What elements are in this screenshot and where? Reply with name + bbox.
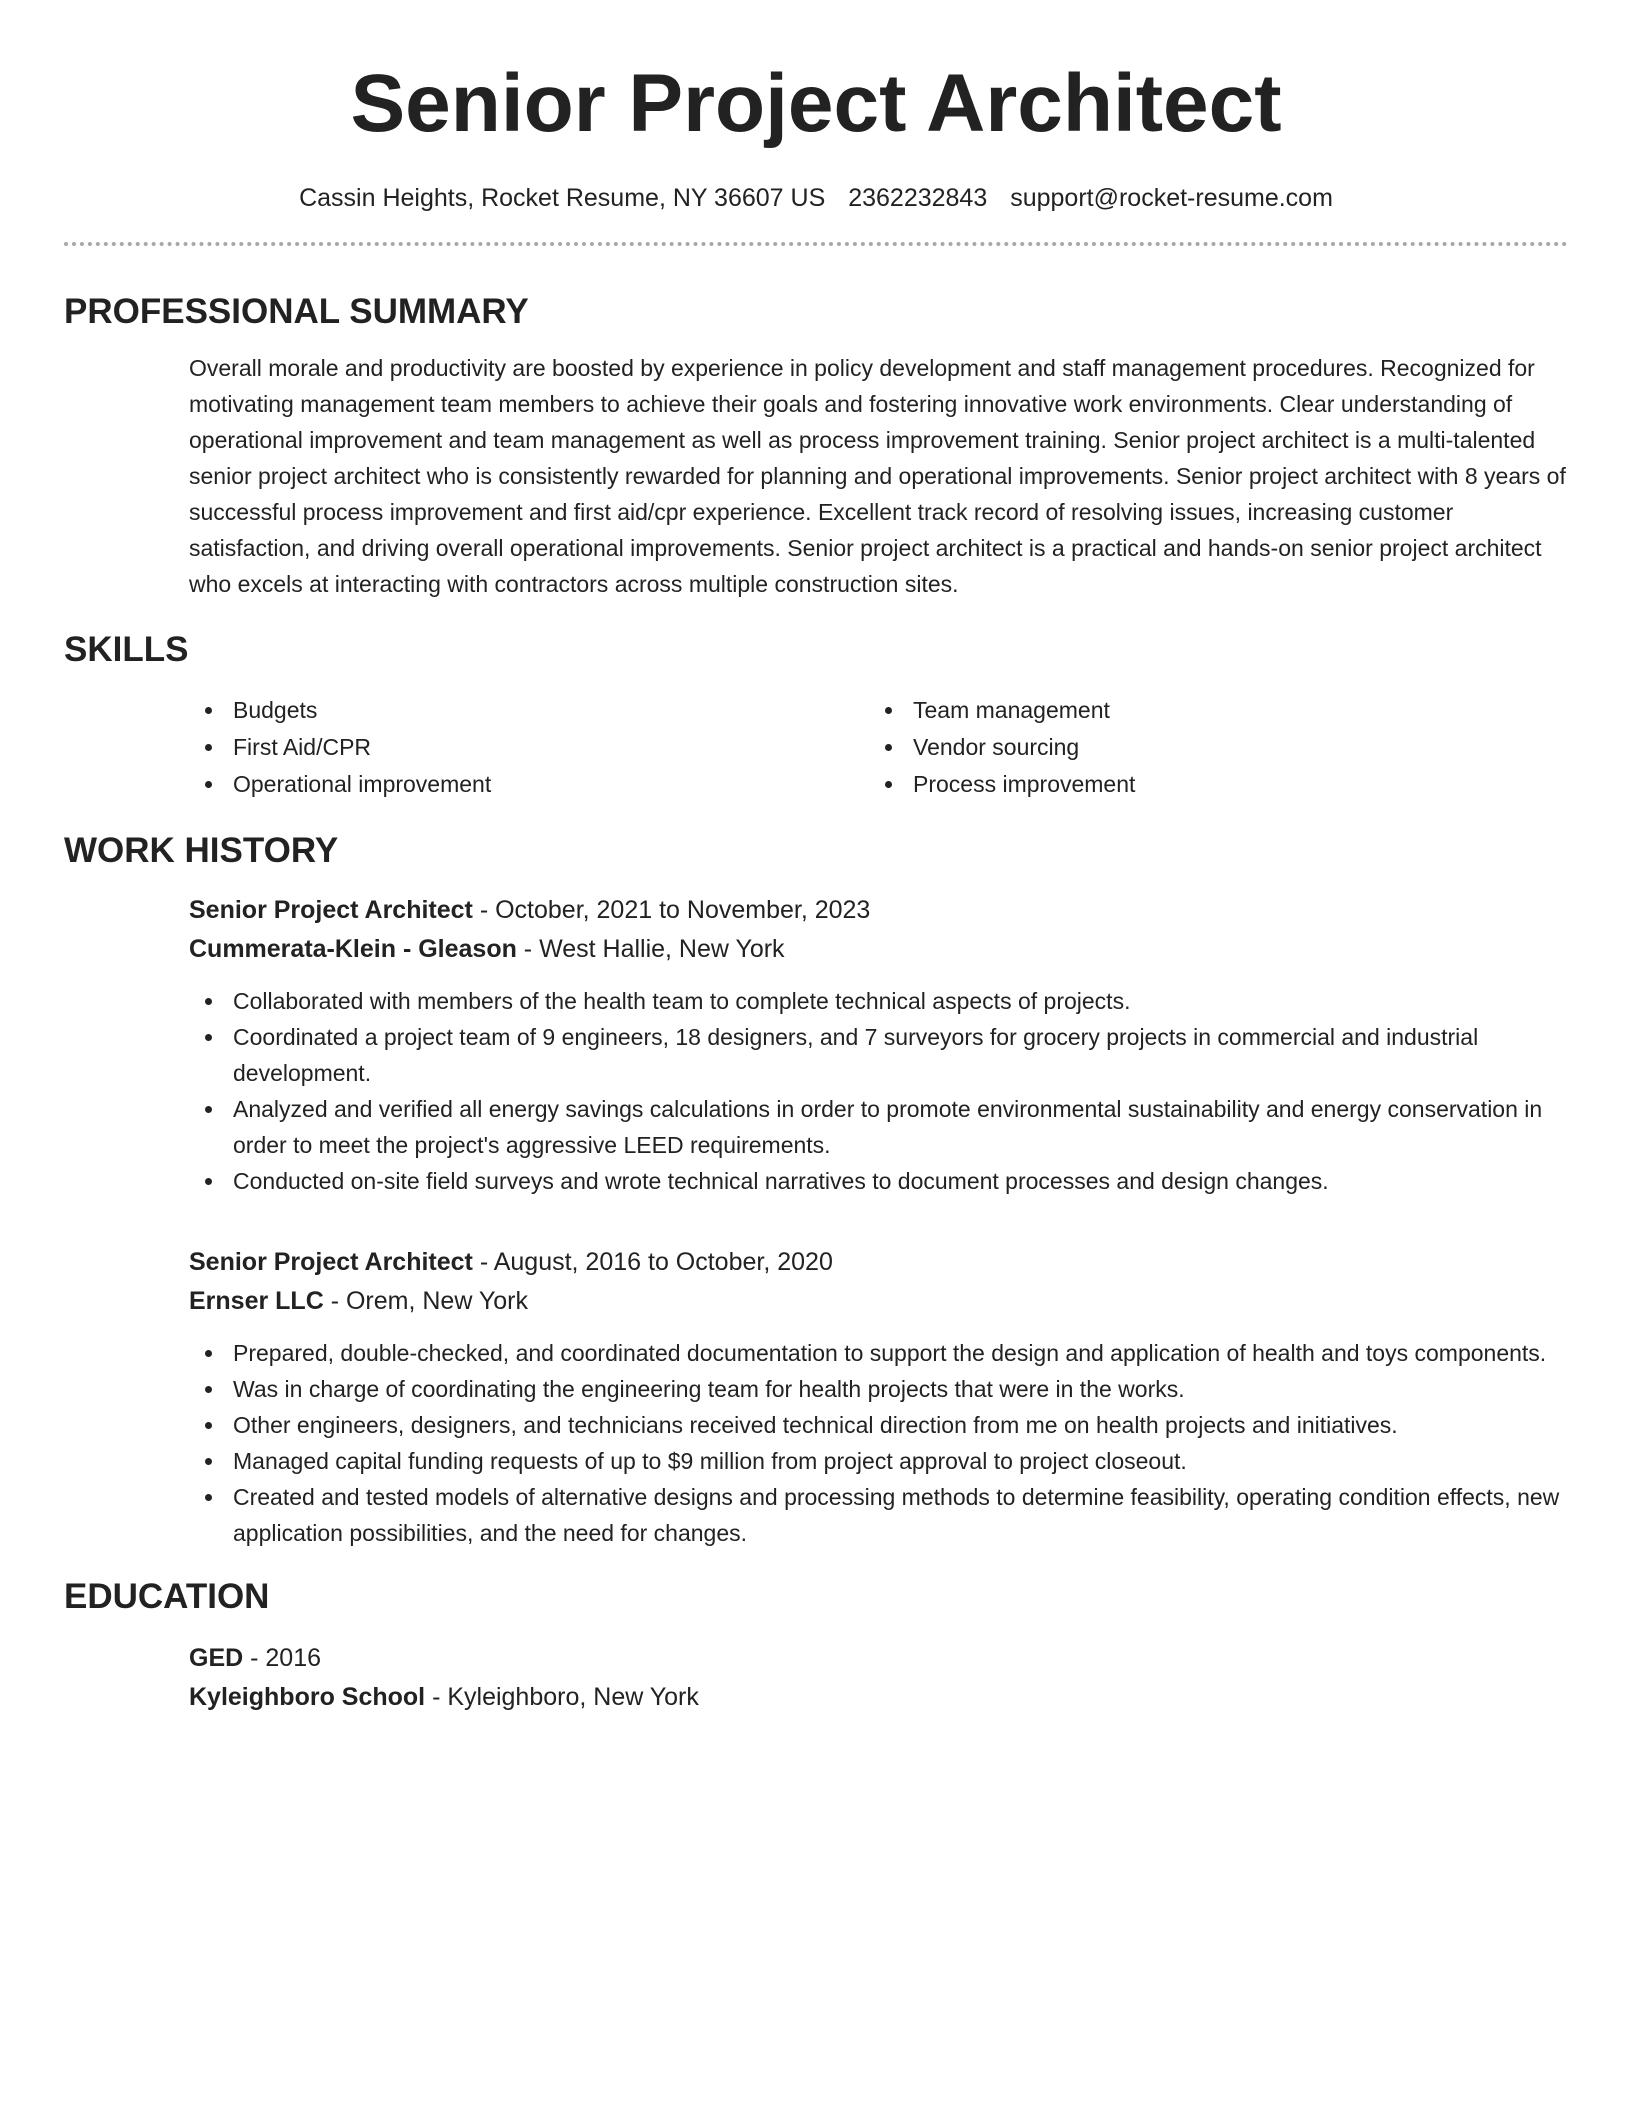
job-role: Senior Project Architect [189,1248,473,1276]
skill-item: Vendor sourcing [869,729,1549,766]
job-bullets [189,983,1568,1199]
job-location: - West Hallie, New York [516,935,785,963]
job-bullet: Conducted on-site field surveys and wrote technical narratives to document processes and design changes. [189,1163,1568,1199]
job-title-line [189,1243,1568,1282]
skill-item: Team management [869,692,1549,729]
job-bullet: Other engineers, designers, and technicians received technical direction from me on health projects and initiatives. [189,1407,1568,1443]
job-title-line [189,891,1568,930]
skills-column-left [189,692,869,803]
resume-name: Senior Project Architect [350,58,1282,149]
education-degree-line [189,1639,1568,1678]
job-bullets [189,1335,1568,1551]
education-heading: EDUCATION [64,1577,270,1616]
contact-address: Cassin Heights, Rocket Resume, NY 36607 US [299,184,826,212]
education-degree: GED [189,1644,244,1672]
education-year: - 2016 [243,1644,322,1672]
skills-column-right [869,692,1549,803]
job-company: Ernser LLC [189,1287,324,1315]
summary-text: Overall morale and productivity are boosted by experience in policy development and staff management procedures. Recognized for motivating management team members to achieve their goals and fostering innovative work environments. Clear understanding of operational improvement and team management as well as process improvement training. Senior project architect is a multi-talented senior project architect who is consistently rewarded for planning and operational improvements. Senior project architect with 8 years of successful process improvement and first aid/cpr experience. Excellent track record of resolving issues, increasing customer satisfaction, and driving overall operational improvements. Senior project architect is a practical and hands-on senior project architect who excels at interacting with contractors across multiple construction sites. [189,355,1566,597]
job-company: Cummerata-Klein - Gleason [189,935,517,963]
job-bullet: Analyzed and verified all energy savings calculations in order to promote environmental sustainability and energy conservation in order to meet the project's aggressive LEED requirements. [189,1091,1568,1163]
job-bullet: Collaborated with members of the health team to complete technical aspects of projects. [189,983,1568,1019]
contact-line [64,180,1568,216]
education-entry [189,1639,1568,1717]
job-company-line [189,1282,1568,1321]
job-dates: - August, 2016 to October, 2020 [472,1248,833,1276]
job-entry [189,1243,1568,1551]
work-history-heading: WORK HISTORY [64,831,339,870]
summary-heading: PROFESSIONAL SUMMARY [64,292,529,331]
skill-item: Operational improvement [189,766,869,803]
header-divider [64,242,1568,246]
skill-item: Process improvement [869,766,1549,803]
education-school-line [189,1678,1568,1717]
contact-phone: 2362232843 [848,184,988,212]
skills-list [189,692,1568,803]
job-company-line [189,930,1568,969]
job-entry [189,891,1568,1199]
contact-email: support@rocket-resume.com [1010,184,1333,212]
education-school: Kyleighboro School [189,1683,426,1711]
job-bullet: Was in charge of coordinating the engineering team for health projects that were in the works. [189,1371,1568,1407]
job-bullet: Created and tested models of alternative designs and processing methods to determine feasibility, operating condition effects, new application possibilities, and the need for changes. [189,1479,1568,1551]
skill-item: Budgets [189,692,869,729]
job-dates: - October, 2021 to November, 2023 [472,896,871,924]
job-bullet: Managed capital funding requests of up to $9 million from project approval to project closeout. [189,1443,1568,1479]
job-location: - Orem, New York [323,1287,528,1315]
job-bullet: Prepared, double-checked, and coordinated documentation to support the design and application of health and toys components. [189,1335,1568,1371]
skills-heading: SKILLS [64,630,189,669]
job-bullet: Coordinated a project team of 9 engineers, 18 designers, and 7 surveyors for grocery projects in commercial and industrial development. [189,1019,1568,1091]
skill-item: First Aid/CPR [189,729,869,766]
education-location: - Kyleighboro, New York [425,1683,699,1711]
job-role: Senior Project Architect [189,896,473,924]
